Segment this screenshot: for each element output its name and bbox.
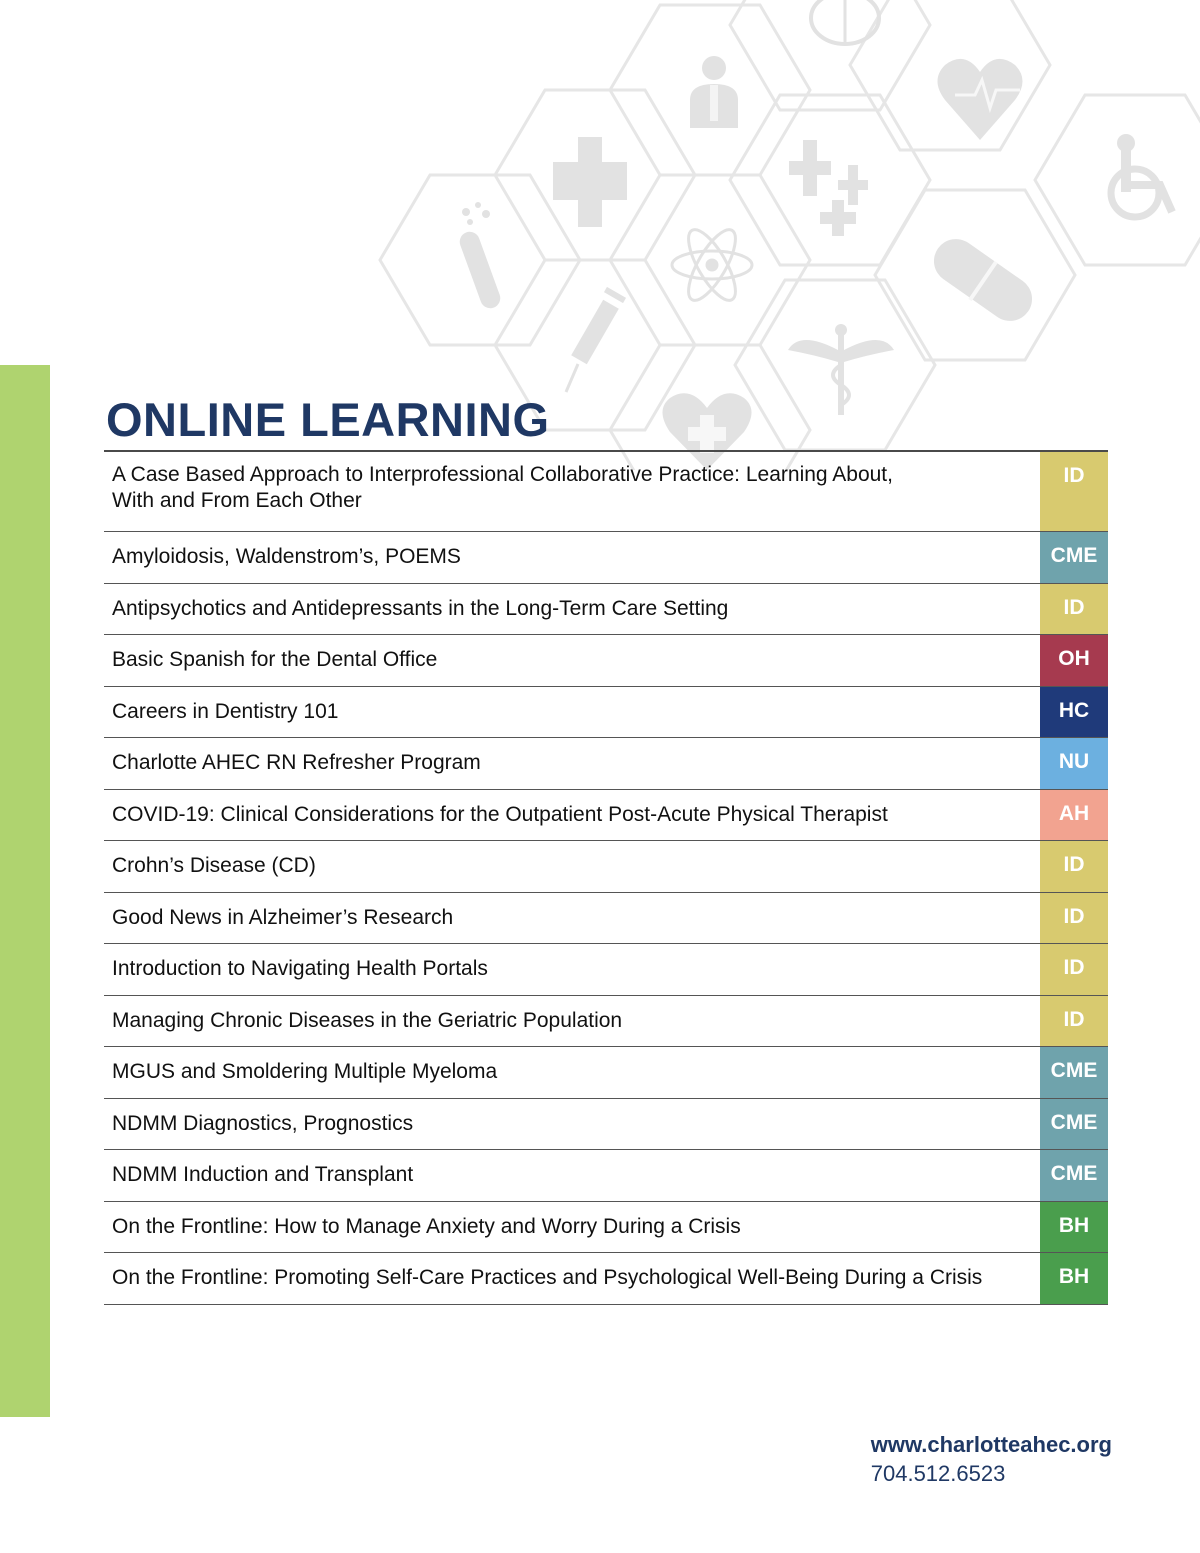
category-badge: ID — [1040, 996, 1108, 1047]
pill-icon — [925, 230, 1040, 329]
website-link[interactable]: www.charlotteahec.org — [870, 1432, 1112, 1457]
contact-footer — [871, 1432, 1112, 1487]
course-row — [104, 893, 1108, 945]
category-badge: HC — [1040, 687, 1108, 738]
course-row — [104, 687, 1108, 739]
course-row — [104, 738, 1108, 790]
course-title: COVID-19: Clinical Considerations for the Outpatient Post-Acute Physical Therapist — [112, 802, 888, 826]
category-badge: CME — [1040, 1047, 1108, 1098]
category-badge: CME — [1040, 532, 1108, 583]
person-icon — [690, 56, 738, 128]
course-row — [104, 841, 1108, 893]
plus-signs-icon — [789, 140, 868, 236]
category-badge: ID — [1040, 944, 1108, 995]
course-title: Good News in Alzheimer’s Research — [112, 905, 454, 929]
course-row — [104, 1253, 1108, 1305]
course-title: Amyloidosis, Waldenstrom’s, POEMS — [112, 545, 461, 568]
category-badge: NU — [1040, 738, 1108, 789]
course-title: NDMM Induction and Transplant — [112, 1163, 414, 1186]
syringe-icon — [566, 287, 626, 392]
course-row — [104, 1150, 1108, 1202]
course-list — [104, 450, 1108, 1305]
category-badge: ID — [1040, 584, 1108, 635]
course-row — [104, 532, 1108, 584]
side-accent-bar — [0, 365, 50, 1417]
category-badge: ID — [1040, 893, 1108, 944]
caduceus-icon — [788, 324, 894, 415]
course-row — [104, 790, 1108, 842]
category-badge: ID — [1040, 452, 1108, 531]
category-badge: AH — [1040, 790, 1108, 841]
heart-rate-icon — [938, 59, 1023, 140]
course-row — [104, 1202, 1108, 1254]
category-badge: BH — [1040, 1253, 1108, 1304]
course-title: On the Frontline: How to Manage Anxiety and Worry During a Crisis — [112, 1214, 741, 1238]
course-title: MGUS and Smoldering Multiple Myeloma — [112, 1060, 498, 1083]
category-badge: CME — [1040, 1099, 1108, 1150]
course-row — [104, 584, 1108, 636]
course-row — [104, 1047, 1108, 1099]
course-title: NDMM Diagnostics, Prognostics — [112, 1111, 414, 1135]
course-row — [104, 635, 1108, 687]
brain-icon — [811, 0, 879, 44]
wheelchair-icon — [1111, 134, 1172, 217]
category-badge: OH — [1040, 635, 1108, 686]
medical-cross-icon — [553, 137, 627, 227]
course-title: Charlotte AHEC RN Refresher Program — [112, 751, 481, 774]
course-title: A Case Based Approach to Interprofessional Collaborative Practice: Learning About, With and From Each Other — [112, 463, 893, 512]
course-title: Managing Chronic Diseases in the Geriatric Population — [112, 1008, 623, 1032]
course-title: Careers in Dentistry 101 — [112, 699, 339, 723]
category-badge: BH — [1040, 1202, 1108, 1253]
course-title: Antipsychotics and Antidepressants in the Long-Term Care Setting — [112, 596, 729, 620]
course-row — [104, 996, 1108, 1048]
course-row — [104, 452, 1108, 532]
category-badge: CME — [1040, 1150, 1108, 1201]
atom-icon — [672, 223, 752, 306]
course-row — [104, 1099, 1108, 1151]
course-title: Introduction to Navigating Health Portals — [112, 957, 488, 980]
course-title: On the Frontline: Promoting Self-Care Practices and Psychological Well-Being During a Crisis — [112, 1266, 983, 1289]
category-badge: ID — [1040, 841, 1108, 892]
course-row — [104, 944, 1108, 996]
phone-number: 704.512.6523 — [870, 1461, 1006, 1486]
test-tube-icon — [457, 202, 503, 311]
course-title: Basic Spanish for the Dental Office — [112, 648, 438, 671]
page-title: ONLINE LEARNING — [106, 393, 550, 446]
course-title: Crohn’s Disease (CD) — [112, 854, 316, 877]
